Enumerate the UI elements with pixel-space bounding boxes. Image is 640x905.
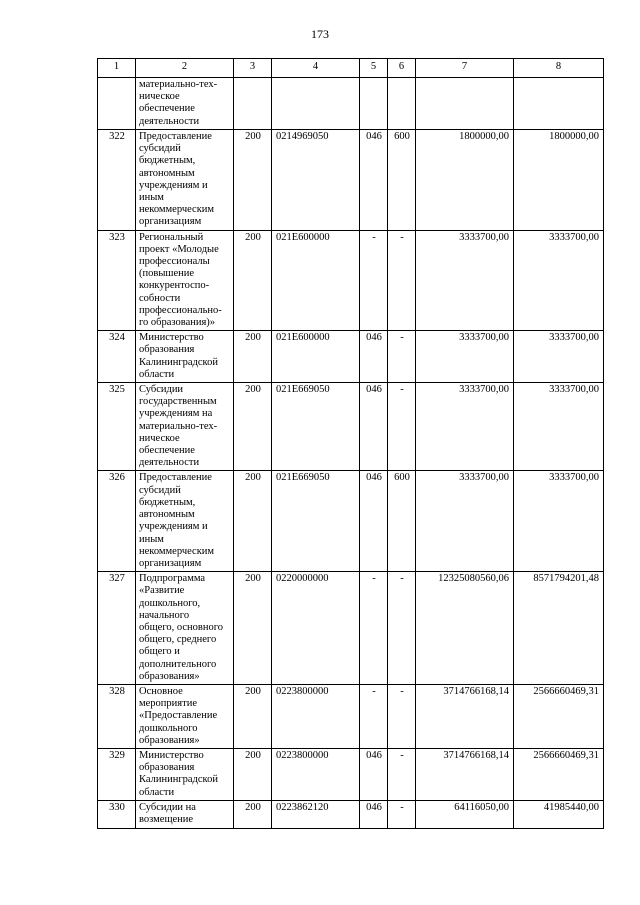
table-row — [98, 130, 604, 231]
row-amount-8 — [514, 78, 604, 130]
row-col3: 200 — [234, 572, 272, 685]
row-col5 — [360, 78, 388, 130]
row-amount-8: 41985440,00 — [514, 800, 604, 828]
table-row — [98, 748, 604, 800]
row-col3: 200 — [234, 230, 272, 331]
table-row — [98, 383, 604, 471]
row-col3: 200 — [234, 800, 272, 828]
row-col3: 200 — [234, 684, 272, 748]
row-col3: 200 — [234, 130, 272, 231]
row-amount-7: 12325080560,06 — [416, 572, 514, 685]
row-number: 329 — [98, 748, 136, 800]
col-header-2: 2 — [136, 59, 234, 78]
row-name: Региональный проект «Молодые профессионалы (повышение конкурентоспо- собности профессионально- го образования)» — [136, 230, 234, 331]
row-number — [98, 78, 136, 130]
row-number: 325 — [98, 383, 136, 471]
row-col6: - — [388, 331, 416, 383]
col-header-7: 7 — [416, 59, 514, 78]
row-amount-7: 3714766168,14 — [416, 684, 514, 748]
col-header-6: 6 — [388, 59, 416, 78]
row-code: 021E600000 — [272, 331, 360, 383]
row-amount-8: 3333700,00 — [514, 471, 604, 572]
row-col5: 046 — [360, 748, 388, 800]
row-col3 — [234, 78, 272, 130]
row-amount-8: 2566660469,31 — [514, 748, 604, 800]
table-row — [98, 684, 604, 748]
row-amount-7: 3333700,00 — [416, 230, 514, 331]
table-row — [98, 230, 604, 331]
row-number: 324 — [98, 331, 136, 383]
col-header-3: 3 — [234, 59, 272, 78]
row-col6: - — [388, 800, 416, 828]
row-col5: 046 — [360, 383, 388, 471]
table-row — [98, 800, 604, 828]
row-name: Предоставление субсидий бюджетным, автономным учреждениям и иным некоммерческим организациям — [136, 130, 234, 231]
col-header-8: 8 — [514, 59, 604, 78]
row-col5: 046 — [360, 130, 388, 231]
row-amount-7: 3333700,00 — [416, 383, 514, 471]
row-col6 — [388, 78, 416, 130]
row-number: 323 — [98, 230, 136, 331]
row-code: 0223862120 — [272, 800, 360, 828]
row-code: 0214969050 — [272, 130, 360, 231]
row-amount-8: 1800000,00 — [514, 130, 604, 231]
row-code: 021E600000 — [272, 230, 360, 331]
row-col6: - — [388, 383, 416, 471]
table-row — [98, 572, 604, 685]
row-col3: 200 — [234, 383, 272, 471]
row-number: 330 — [98, 800, 136, 828]
budget-table — [97, 58, 604, 829]
row-code: 0223800000 — [272, 748, 360, 800]
row-name: материально-тех- ническое обеспечение деятельности — [136, 78, 234, 130]
row-code: 021E669050 — [272, 471, 360, 572]
row-amount-7: 3333700,00 — [416, 331, 514, 383]
row-name: Подпрограмма «Развитие дошкольного, начального общего, основного общего, среднего общего и дополнительного образования» — [136, 572, 234, 685]
row-col3: 200 — [234, 331, 272, 383]
row-number: 328 — [98, 684, 136, 748]
row-col5: 046 — [360, 331, 388, 383]
row-col6: - — [388, 572, 416, 685]
row-amount-8: 8571794201,48 — [514, 572, 604, 685]
col-header-4: 4 — [272, 59, 360, 78]
row-col6: - — [388, 748, 416, 800]
table-row — [98, 471, 604, 572]
row-col5: - — [360, 684, 388, 748]
row-number: 327 — [98, 572, 136, 685]
row-col5: 046 — [360, 800, 388, 828]
table-row — [98, 78, 604, 130]
row-col5: 046 — [360, 471, 388, 572]
row-code: 0220000000 — [272, 572, 360, 685]
row-amount-7: 3714766168,14 — [416, 748, 514, 800]
row-name: Субсидии на возмещение — [136, 800, 234, 828]
row-col5: - — [360, 230, 388, 331]
row-name: Предоставление субсидий бюджетным, автономным учреждениям и иным некоммерческим организациям — [136, 471, 234, 572]
row-amount-7: 64116050,00 — [416, 800, 514, 828]
row-name: Субсидии государственным учреждениям на материально-тех- ническое обеспечение деятельности — [136, 383, 234, 471]
row-amount-8: 3333700,00 — [514, 230, 604, 331]
page-number: 173 — [311, 27, 329, 41]
row-name: Министерство образования Калининградской области — [136, 748, 234, 800]
col-header-1: 1 — [98, 59, 136, 78]
row-code — [272, 78, 360, 130]
row-col6: 600 — [388, 471, 416, 572]
row-amount-7: 1800000,00 — [416, 130, 514, 231]
row-amount-8: 3333700,00 — [514, 331, 604, 383]
row-code: 021E669050 — [272, 383, 360, 471]
row-name: Основное мероприятие «Предоставление дошкольного образования» — [136, 684, 234, 748]
row-col6: - — [388, 684, 416, 748]
row-amount-8: 3333700,00 — [514, 383, 604, 471]
row-name: Министерство образования Калининградской области — [136, 331, 234, 383]
col-header-5: 5 — [360, 59, 388, 78]
row-amount-8: 2566660469,31 — [514, 684, 604, 748]
row-code: 0223800000 — [272, 684, 360, 748]
row-col5: - — [360, 572, 388, 685]
table-row — [98, 331, 604, 383]
header-row — [98, 59, 604, 78]
row-amount-7: 3333700,00 — [416, 471, 514, 572]
row-col3: 200 — [234, 748, 272, 800]
row-col6: - — [388, 230, 416, 331]
table-body — [98, 78, 604, 829]
row-number: 326 — [98, 471, 136, 572]
row-amount-7 — [416, 78, 514, 130]
row-number: 322 — [98, 130, 136, 231]
row-col6: 600 — [388, 130, 416, 231]
row-col3: 200 — [234, 471, 272, 572]
